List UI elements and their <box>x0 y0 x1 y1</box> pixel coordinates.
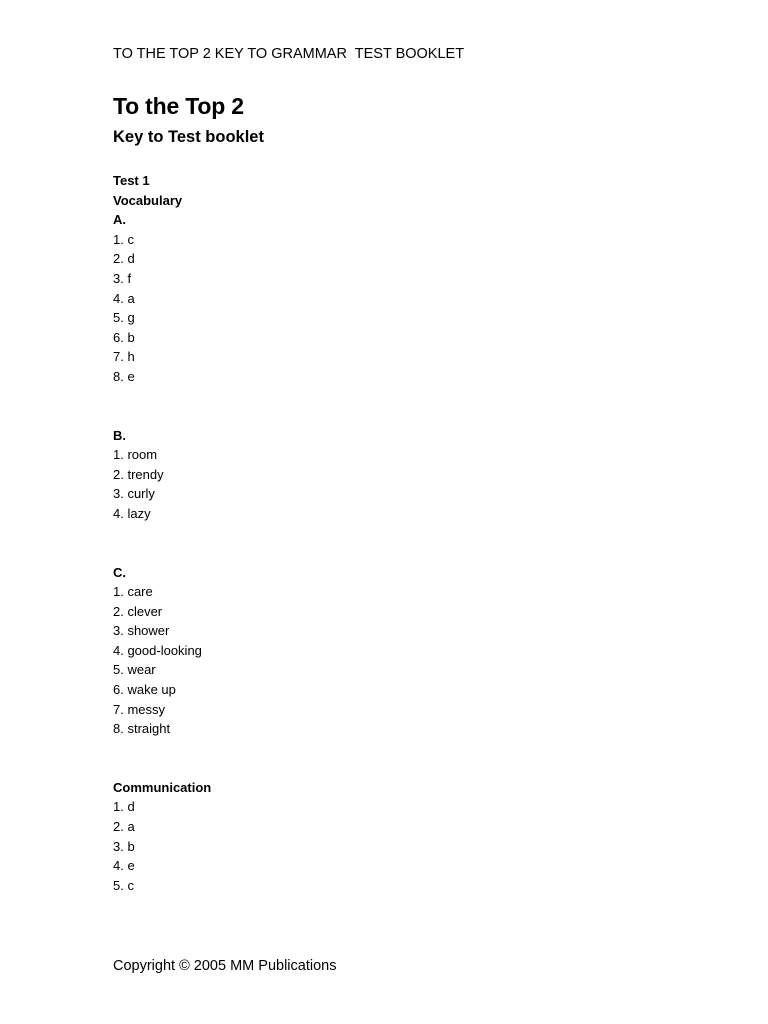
answer-item: 2. clever <box>113 603 163 619</box>
document-subtitle: Key to Test booklet <box>113 128 264 146</box>
spacer <box>113 739 211 778</box>
section-b <box>113 426 211 524</box>
page-header: TO THE TOP 2 KEY TO GRAMMAR TEST BOOKLET <box>113 46 465 62</box>
vocabulary-heading: Vocabulary <box>113 192 183 208</box>
answer-item: 5. wear <box>113 662 156 678</box>
answer-item: 3. f <box>113 270 132 286</box>
spacer <box>113 524 211 563</box>
answer-item: 7. messy <box>113 701 166 717</box>
answer-item: 8. e <box>113 368 135 384</box>
answer-item: 6. wake up <box>113 682 176 698</box>
copyright-footer: Copyright © 2005 MM Publications <box>113 958 337 974</box>
spacer <box>113 387 211 426</box>
answer-item: 8. straight <box>113 721 171 737</box>
answer-item: 1. room <box>113 447 158 463</box>
section-a-label: A. <box>113 212 126 228</box>
answer-item: 7. h <box>113 349 135 365</box>
test-heading: Test 1 <box>113 173 150 188</box>
answer-item: 3. curly <box>113 486 155 502</box>
section-communication <box>113 778 211 896</box>
answer-item: 3. b <box>113 838 135 854</box>
answer-item: 3. shower <box>113 623 170 639</box>
section-c <box>113 563 211 739</box>
answer-item: 6. b <box>113 329 135 345</box>
answer-item: 4. good-looking <box>113 642 202 658</box>
document-title: To the Top 2 <box>113 93 244 119</box>
section-b-label: B. <box>113 427 126 443</box>
answer-item: 2. a <box>113 819 135 835</box>
answer-item: 1. care <box>113 584 153 600</box>
section-c-label: C. <box>113 564 126 580</box>
answer-item: 2. trendy <box>113 466 164 482</box>
answer-key <box>113 171 211 895</box>
answer-item: 4. a <box>113 290 135 306</box>
answer-item: 5. g <box>113 310 135 326</box>
answer-item: 2. d <box>113 251 135 267</box>
answer-item: 1. c <box>113 231 134 247</box>
communication-heading: Communication <box>113 779 212 795</box>
section-a <box>113 210 211 386</box>
answer-item: 5. c <box>113 877 134 893</box>
answer-item: 4. lazy <box>113 505 151 521</box>
answer-item: 4. e <box>113 858 135 874</box>
answer-item: 1. d <box>113 799 135 815</box>
